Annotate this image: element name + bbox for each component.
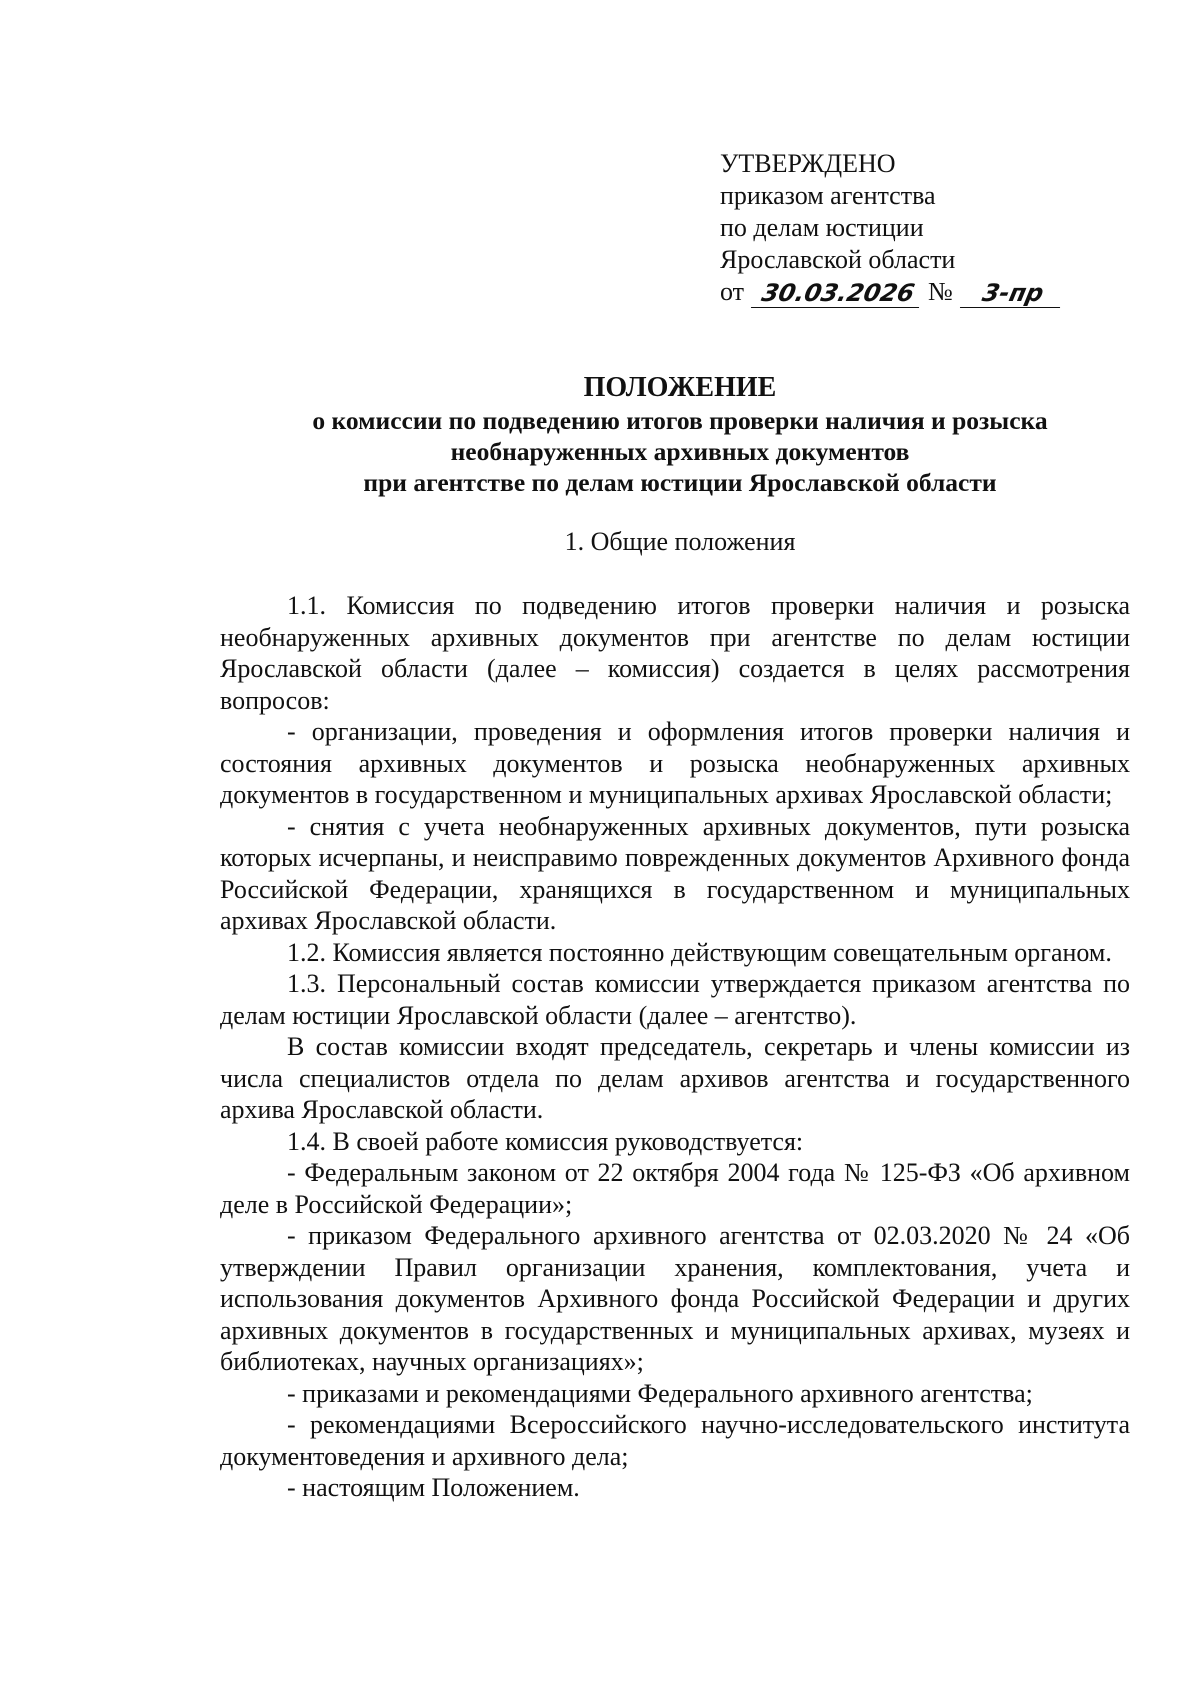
document-title <box>220 371 1140 498</box>
paragraph-1-4: 1.4. В своей работе комиссия руководствуется: <box>287 1126 804 1156</box>
paragraph-composition: В состав комиссии входят председатель, секретарь и члены комиссии из числа специалистов отдела по делам архивов агентства и государственного архива Ярославской области. <box>220 1032 1130 1124</box>
paragraph-bullet-order-24: - приказом Федерального архивного агентства от 02.03.2020 № 24 «Об утверждении Правил организации хранения, комплектования, учета и использования документов Архивного фонда Российской Федерации и других архивных документов в государственных и муниципальных архивах, музеях и библиотеках, научных организациях»; <box>220 1221 1130 1376</box>
approval-line-3: Ярославской области <box>720 245 956 274</box>
number-sign: № <box>928 277 953 306</box>
paragraph-bullet-institute: - рекомендациями Всероссийского научно-исследовательского института документоведения и архивного дела; <box>220 1410 1130 1471</box>
approval-stamp <box>720 148 1063 308</box>
approval-date-row <box>720 276 1063 308</box>
title-line-1: о комиссии по подведению итогов проверки наличия и розыска <box>312 406 1048 435</box>
title-main: ПОЛОЖЕНИЕ <box>583 372 777 403</box>
paragraph-bullet-federal-law: - Федеральным законом от 22 октября 2004 года № 125-ФЗ «Об архивном деле в Российской Федерации»; <box>220 1158 1130 1219</box>
approval-line-1: приказом агентства <box>720 181 936 210</box>
paragraph-bullet-deregistration: - снятия с учета необнаруженных архивных документов, пути розыска которых исчерпаны, и неисправимо поврежденных документов Архивного фонда Российской Федерации, хранящихся в государственном и муниципальных архивах Ярославской области. <box>220 811 1130 935</box>
approval-line-2: по делам юстиции <box>720 213 924 242</box>
handwritten-date: 30.03.2026 <box>751 279 925 308</box>
paragraph-1-3: 1.3. Персональный состав комиссии утверждается приказом агентства по делам юстиции Ярославской области (далее – агентство). <box>220 969 1130 1030</box>
section-heading: 1. Общие положения <box>564 527 796 556</box>
paragraph-bullet-organization: - организации, проведения и оформления итогов проверки наличия и состояния архивных документов и розыска необнаруженных архивных документов в государственном и муниципальных архивах Ярославской области; <box>220 717 1130 809</box>
approval-heading: УТВЕРЖДЕНО <box>720 149 896 178</box>
paragraph-bullet-orders: - приказами и рекомендациями Федерального архивного агентства; <box>287 1378 1033 1408</box>
title-line-3: при агентстве по делам юстиции Ярославской области <box>363 468 997 497</box>
date-prefix: от <box>720 277 745 306</box>
paragraph-1-1: 1.1. Комиссия по подведению итогов проверки наличия и розыска необнаруженных архивных документов при агентстве по делам юстиции Ярославской области (далее – комиссия) создается в целях рассмотрения вопросов: <box>220 591 1130 715</box>
handwritten-number: 3-пр <box>960 279 1066 308</box>
paragraph-bullet-this-regulation: - настоящим Положением. <box>287 1473 580 1502</box>
section-body <box>220 590 1130 1504</box>
paragraph-1-2: 1.2. Комиссия является постоянно действующим совещательным органом. <box>287 937 1112 967</box>
title-line-2: необнаруженных архивных документов <box>450 437 910 466</box>
